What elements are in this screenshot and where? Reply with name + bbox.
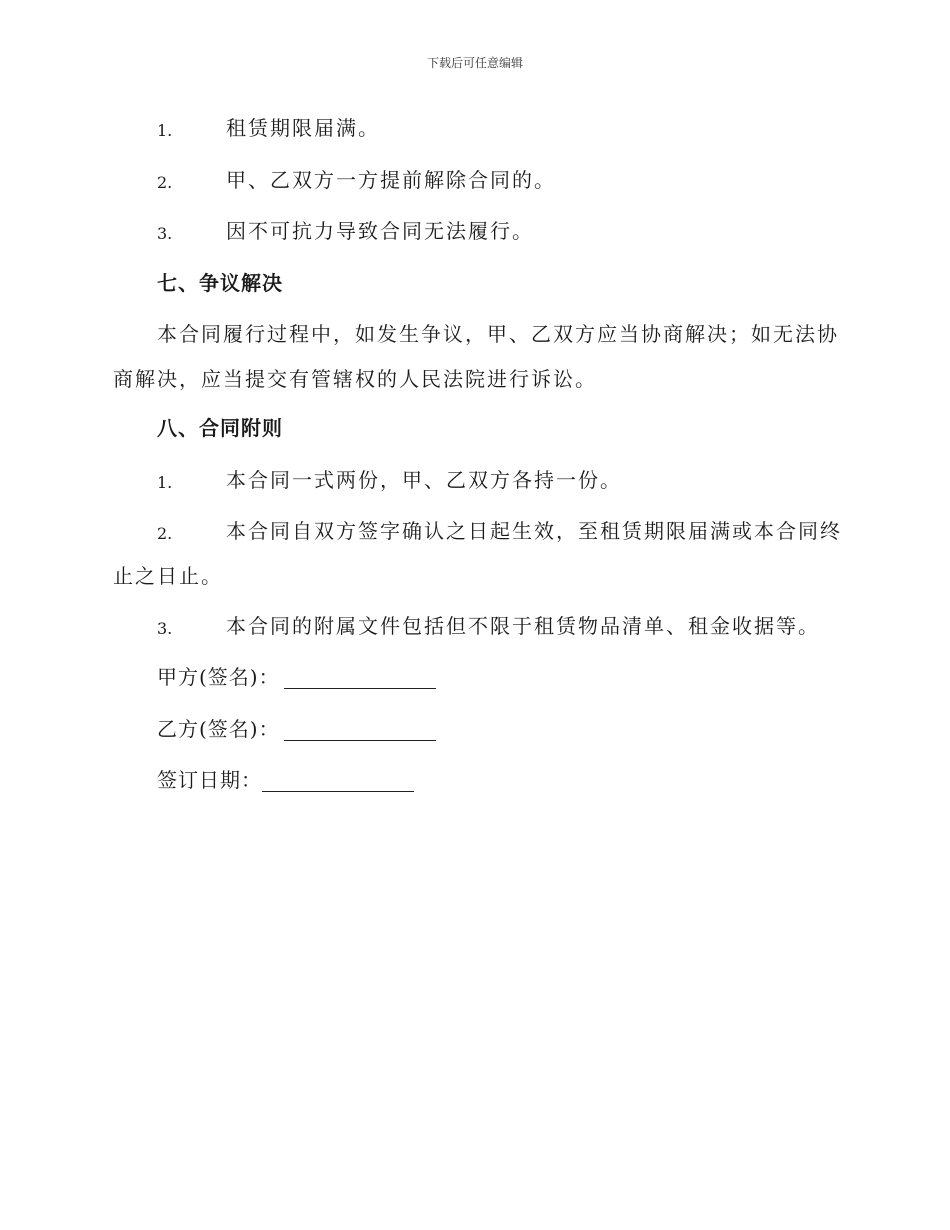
section-8-heading: 八、合同附则 bbox=[157, 416, 283, 440]
list-text: 本合同一式两份，甲、乙双方各持一份。 bbox=[226, 468, 622, 492]
list-text: 甲、乙双方一方提前解除合同的。 bbox=[226, 168, 556, 192]
list-number: 3. bbox=[157, 224, 173, 243]
list-number: 2. bbox=[157, 524, 173, 543]
list-text: 本合同自双方签字确认之日起生效，至租赁期限届满或本合同终 bbox=[226, 519, 842, 543]
date-label: 签订日期： bbox=[157, 768, 262, 792]
list-text: 因不可抗力导致合同无法履行。 bbox=[226, 219, 534, 243]
date-line[interactable] bbox=[262, 771, 414, 792]
party-b-label: 乙方(签名)： bbox=[157, 717, 280, 741]
list-text: 本合同的附属文件包括但不限于租赁物品清单、租金收据等。 bbox=[226, 614, 820, 638]
party-a-label: 甲方(签名)： bbox=[157, 665, 280, 689]
page-header: 下载后可任意编辑 bbox=[426, 56, 523, 70]
section-7-heading: 七、争议解决 bbox=[157, 271, 283, 295]
paragraph-line: 本合同履行过程中，如发生争议，甲、乙双方应当协商解决；如无法协 bbox=[157, 322, 839, 346]
list-number: 1. bbox=[157, 473, 173, 492]
paragraph-line: 商解决，应当提交有管辖权的人民法院进行诉讼。 bbox=[113, 367, 597, 391]
list-text-continuation: 止之日止。 bbox=[113, 564, 223, 588]
list-number: 2. bbox=[157, 173, 173, 192]
list-number: 1. bbox=[157, 121, 173, 140]
party-b-signature-line[interactable] bbox=[284, 720, 436, 741]
party-a-signature-line[interactable] bbox=[284, 668, 436, 689]
list-number: 3. bbox=[157, 619, 173, 638]
list-text: 租赁期限届满。 bbox=[226, 116, 380, 140]
